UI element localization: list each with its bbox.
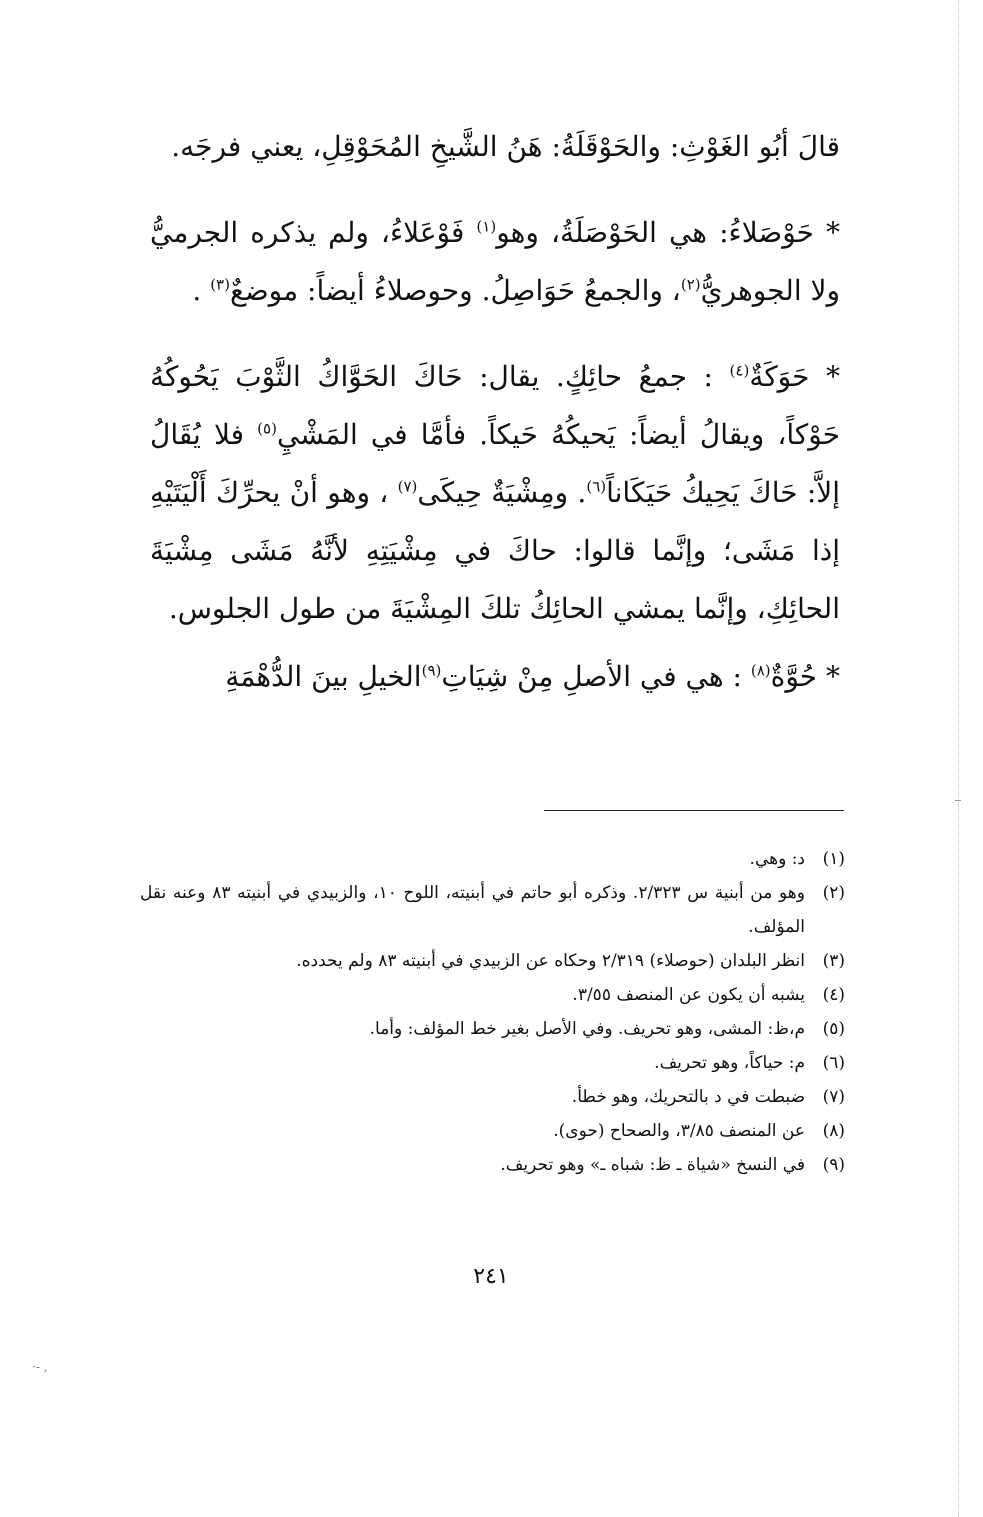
footnote-separator bbox=[544, 810, 844, 811]
footnote-text: يشبه أن يكون عن المنصف ٣/٥٥. bbox=[572, 985, 805, 1005]
footnote-text: م،ظ: المشى، وهو تحريف. وفي الأصل بغير خط المؤلف: وأما. bbox=[369, 1019, 805, 1039]
footnote-text: م: حياكاً، وهو تحريف. bbox=[654, 1053, 805, 1073]
footnote-4 bbox=[140, 978, 845, 1012]
entry-huwwa-text-1: * حُوَّةٌ bbox=[770, 660, 840, 693]
scan-speck: ·‐ ‚ bbox=[32, 1360, 48, 1374]
entry-huwwa bbox=[150, 648, 840, 706]
footnote-number: (٢) bbox=[822, 883, 845, 903]
footnote-text: د: وهي. bbox=[749, 849, 805, 869]
entry-hawsala-text-1: * حَوْصَلاءُ: هي الحَوْصَلَةُ، وهو bbox=[496, 216, 840, 249]
entry-hawaka bbox=[150, 348, 840, 638]
footnote-text: انظر البلدان (حوصلاء) ٢/٣١٩ وحكاه عن الزبيدي في أبنيته ٨٣ ولم يحدده. bbox=[296, 951, 805, 971]
footnote-3 bbox=[140, 944, 845, 978]
footnote-number: (٧) bbox=[822, 1087, 845, 1107]
footnote-ref-5[interactable]: (٥) bbox=[257, 419, 277, 438]
entry-huwwa-text-3: الخيلِ بينَ الدُّهْمَةِ bbox=[225, 660, 422, 693]
main-text bbox=[150, 118, 840, 706]
entry-hawaka-text-3: فلا يُقَالُ إلاَّ: حَاكَ يَحِيكُ حَيَكَاناً bbox=[150, 418, 841, 509]
footnote-ref-8[interactable]: (٨) bbox=[750, 661, 771, 680]
footnote-number: (٣) bbox=[822, 951, 845, 971]
footnote-ref-2[interactable]: (٢) bbox=[680, 275, 701, 294]
footnote-number: (٥) bbox=[822, 1019, 845, 1039]
entry-huwwa-text-2: : هي في الأصلِ مِنْ شِيَاتِ bbox=[441, 660, 742, 693]
footnote-2 bbox=[140, 876, 845, 944]
paragraph-hawqala-text: قالَ أبُو الغَوْثِ: والحَوْقَلَةُ: هَنُ الشَّيخِ المُحَوْقِلِ، يعني فرجَه. bbox=[171, 130, 840, 163]
entry-hawsala bbox=[150, 204, 840, 320]
footnote-number: (٤) bbox=[822, 985, 845, 1005]
footnote-text: ضبطت في د بالتحريك، وهو خطأ. bbox=[571, 1087, 805, 1107]
scan-edge-line bbox=[958, 0, 959, 1517]
footnote-number: (٩) bbox=[822, 1155, 845, 1175]
footnote-7 bbox=[140, 1080, 845, 1114]
scan-edge-tick bbox=[955, 800, 961, 801]
footnote-ref-1[interactable]: (١) bbox=[476, 217, 497, 236]
footnote-8 bbox=[140, 1114, 845, 1148]
entry-hawsala-text-3: ، والجمعُ حَوَاصِلُ. وحوصلاءُ أيضاً: موضعٌ bbox=[229, 274, 681, 307]
paragraph-hawqala bbox=[150, 118, 840, 176]
entry-hawaka-text-2: : جمعُ حائِكٍ. يقال: حَاكَ الحَوَّاكُ الثَّوْبَ يَحُوكُهُ حَوْكاً، ويقالُ أيضاً: يَحيكُهُ حَيكاً. فأمَّا في المَشْيِ bbox=[150, 360, 841, 451]
footnote-ref-3[interactable]: (٣) bbox=[210, 275, 230, 294]
footnote-number: (٨) bbox=[822, 1121, 845, 1141]
footnote-text: في النسخ «شياة ـ ظ: شباه ـ» وهو تحريف. bbox=[500, 1155, 805, 1175]
footnote-text: وهو من أبنية س ٢/٣٢٣. وذكره أبو حاتم في أبنيته، اللوح ١٠، والزبيدي في أبنيته ٨٣ وعنه نقل المؤلف. bbox=[140, 883, 805, 937]
entry-hawsala-text-2: فَوْعَلاءُ، ولم يذكره الجرميُّ ولا الجوهريُّ bbox=[150, 216, 840, 307]
footnotes-section bbox=[140, 842, 845, 1182]
entry-hawaka-text-5: ، وهو أنْ يحرِّكَ أَلْيَتَيْهِ إذا مَشَى؛ وإنَّما قالوا: حاكَ في مِشْيَتِهِ لأنَّهُ مَشَى مِشْيَةَ الحائِكِ، وإنَّما يمشي الحائِكُ تلكَ المِشْيَةَ من طول الجلوس. bbox=[150, 476, 840, 625]
footnote-9 bbox=[140, 1148, 845, 1182]
footnote-text: عن المنصف ٣/٨٥، والصحاح (حوى). bbox=[553, 1121, 805, 1141]
entry-hawsala-text-4: . bbox=[192, 274, 202, 307]
footnote-6 bbox=[140, 1046, 845, 1080]
footnote-ref-6[interactable]: (٦) bbox=[586, 477, 607, 496]
footnote-number: (٦) bbox=[822, 1053, 845, 1073]
footnote-ref-7[interactable]: (٧) bbox=[397, 477, 418, 496]
footnote-number: (١) bbox=[822, 849, 845, 869]
footnote-5 bbox=[140, 1012, 845, 1046]
page-number: ٢٤١ bbox=[473, 1264, 509, 1289]
footnote-ref-4[interactable]: (٤) bbox=[729, 361, 750, 380]
entry-hawaka-text-1: * حَوَكَةٌ bbox=[749, 360, 840, 393]
entry-hawaka-text-4: . ومِشْيَةٌ حِيكَى bbox=[417, 476, 587, 509]
footnote-1 bbox=[140, 842, 845, 876]
footnote-ref-9[interactable]: (٩) bbox=[421, 661, 442, 680]
